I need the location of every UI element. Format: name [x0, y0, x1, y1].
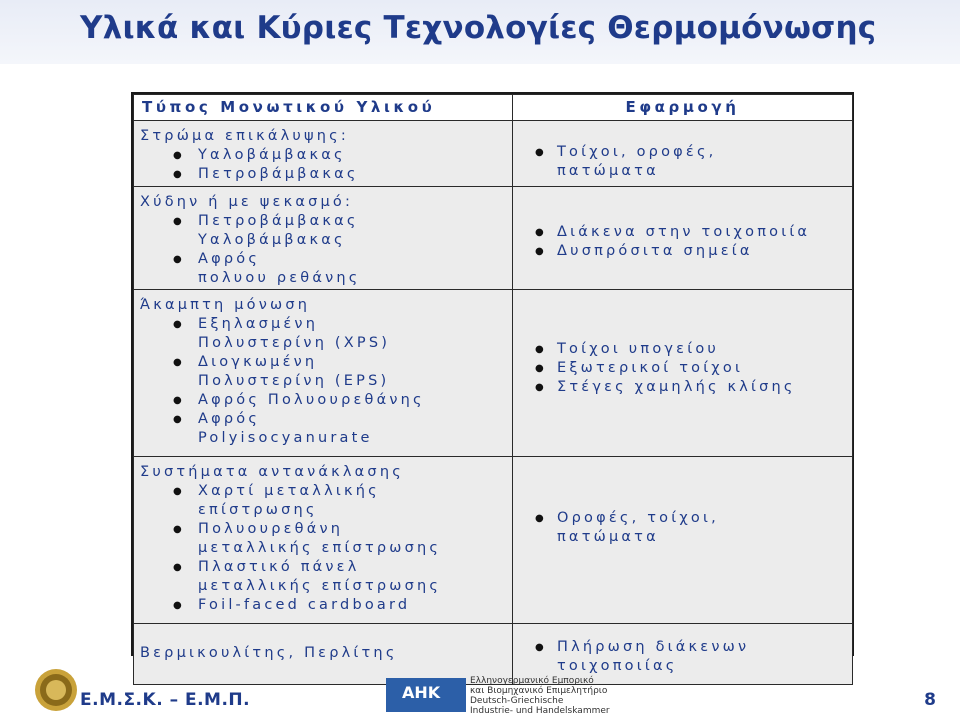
application-item — [535, 638, 848, 657]
application-item-text: Εξωτερικοί τοίχοι — [557, 360, 744, 376]
application-item — [535, 143, 848, 162]
material-item-continuation: Πολυστερίνη (XPS) — [198, 335, 391, 351]
bullet-icon: ● — [173, 150, 182, 161]
material-item — [140, 165, 508, 184]
material-item-continuation: Polyisocyanurate — [198, 430, 373, 446]
material-category: Άκαμπτη μόνωση — [140, 297, 311, 313]
material-item — [140, 250, 508, 269]
material-item-continuation: μεταλλικής επίστρωσης — [198, 540, 442, 556]
bullet-icon: ● — [535, 227, 544, 238]
bullet-icon: ● — [173, 524, 182, 535]
material-item-text: Εξηλασμένη — [198, 316, 319, 332]
application-item — [535, 509, 848, 528]
material-item — [140, 410, 508, 429]
bullet-icon: ● — [535, 363, 544, 374]
header-application: Εφαρμογή — [513, 95, 853, 121]
application-item — [535, 378, 848, 397]
ahk-line: και Βιομηχανικό Επιμελητήριο — [470, 686, 608, 696]
ahk-line: Deutsch-Griechische — [470, 696, 564, 706]
bullet-icon: ● — [173, 600, 182, 611]
material-cell — [134, 624, 513, 685]
material-cell — [134, 457, 513, 624]
material-category: Χύδην ή με ψεκασμό: — [140, 194, 354, 210]
table-header-row — [134, 95, 853, 121]
material-item-continuation: πολυου ρεθάνης — [198, 270, 361, 286]
bullet-icon: ● — [173, 357, 182, 368]
material-item — [140, 520, 508, 539]
materials-table — [131, 92, 854, 674]
application-item-continuation: τοιχοποιίας — [557, 658, 678, 674]
materials-table-grid — [133, 94, 853, 685]
application-item-text: Δυσπρόσιτα σημεία — [557, 243, 753, 259]
material-item-continuation: επίστρωσης — [198, 502, 318, 518]
application-item-continuation: πατώματα — [557, 529, 659, 545]
application-item-text: Οροφές, τοίχοι, — [557, 510, 719, 526]
material-item-text: Χαρτί μεταλλικής — [198, 483, 380, 499]
material-item-text: Foil-faced cardboard — [198, 597, 411, 613]
material-item-continuation: μεταλλικής επίστρωσης — [198, 578, 442, 594]
slide-title: Υλικά και Κύριες Τεχνολογίες Θερμομόνωσης — [80, 10, 877, 46]
material-item-text: Πολυουρεθάνη — [198, 521, 344, 537]
material-item — [140, 353, 508, 372]
material-category: Συστήματα αντανάκλασης — [140, 464, 404, 480]
application-item-text: Πλήρωση διάκενων — [557, 639, 750, 655]
bullet-icon: ● — [535, 147, 544, 158]
bullet-icon: ● — [173, 486, 182, 497]
bullet-icon: ● — [173, 319, 182, 330]
material-item-text: Πετροβάμβακας — [198, 166, 359, 182]
bullet-icon: ● — [535, 382, 544, 393]
material-cell — [134, 121, 513, 187]
application-item-text: Τοίχοι, οροφές, — [557, 144, 717, 160]
material-category: Βερμικουλίτης, Περλίτης — [140, 645, 398, 661]
page-number: 8 — [924, 690, 936, 710]
ahk-line: Ελληνογερμανικό Εμπορικό — [470, 676, 594, 686]
material-item-text: Αφρός — [198, 411, 261, 427]
application-item — [535, 223, 848, 242]
material-item — [140, 212, 508, 231]
material-cell — [134, 187, 513, 290]
material-item — [140, 558, 508, 577]
material-item-continuation: Πολυστερίνη (EPS) — [198, 373, 390, 389]
application-item — [535, 242, 848, 261]
bullet-icon: ● — [173, 562, 182, 573]
header-material-type: Τύπος Μονωτικού Υλικού — [134, 95, 513, 121]
material-item — [140, 391, 508, 410]
ahk-logo-mark: AHK — [402, 683, 441, 702]
application-item-text: Στέγες χαμηλής κλίσης — [557, 379, 796, 395]
material-cell — [134, 290, 513, 457]
application-cell — [513, 121, 853, 187]
table-row — [134, 290, 853, 457]
material-item — [140, 315, 508, 334]
material-item-text: Πετροβάμβακας — [198, 213, 359, 229]
bullet-icon: ● — [535, 642, 544, 653]
bullet-icon: ● — [173, 414, 182, 425]
application-cell — [513, 457, 853, 624]
seal-logo-icon — [34, 668, 78, 712]
application-cell — [513, 290, 853, 457]
material-item-text: Υαλοβάμβακας — [198, 147, 346, 163]
material-item-text: Πλαστικό πάνελ — [198, 559, 360, 575]
material-item — [140, 146, 508, 165]
ahk-description — [470, 676, 610, 716]
application-item — [535, 340, 848, 359]
footer-organization: Ε.Μ.Σ.Κ. – Ε.Μ.Π. — [80, 690, 251, 710]
application-item-text: Τοίχοι υπογείου — [557, 341, 719, 357]
material-item-text: Αφρός — [198, 251, 261, 267]
bullet-icon: ● — [535, 513, 544, 524]
bullet-icon: ● — [173, 169, 182, 180]
material-item-text: Διογκωμένη — [198, 354, 318, 370]
table-row — [134, 187, 853, 290]
material-item-text: Αφρός Πολυουρεθάνης — [198, 392, 425, 408]
table-row — [134, 121, 853, 187]
bullet-icon: ● — [535, 344, 544, 355]
bullet-icon: ● — [173, 254, 182, 265]
material-item — [140, 482, 508, 501]
application-cell — [513, 187, 853, 290]
material-item — [140, 596, 508, 615]
application-item-continuation: πατώματα — [557, 163, 659, 179]
ahk-line: Industrie- und Handelskammer — [470, 706, 610, 716]
application-item-text: Διάκενα στην τοιχοποιία — [557, 224, 811, 240]
bullet-icon: ● — [173, 216, 182, 227]
bullet-icon: ● — [535, 246, 544, 257]
material-item-continuation: Υαλοβάμβακας — [198, 232, 346, 248]
material-category: Στρώμα επικάλυψης: — [140, 128, 349, 144]
bullet-icon: ● — [173, 395, 182, 406]
application-item — [535, 359, 848, 378]
table-row — [134, 457, 853, 624]
